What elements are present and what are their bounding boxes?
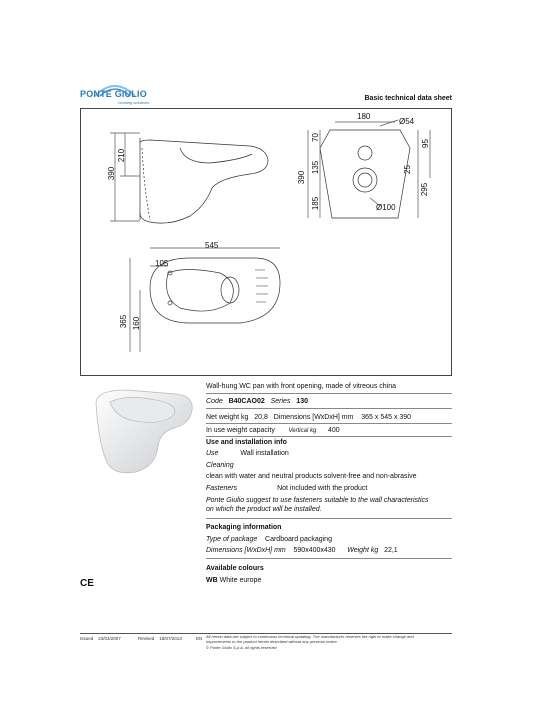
dim-front-95: 95 [420,139,430,148]
dim-front-70: 70 [310,133,320,142]
package-weight-value: 22,1 [384,547,398,554]
net-weight-value: 20,8 [254,414,268,421]
logo-tagline: creating solutions [118,100,150,105]
dimensions-value: 365 x 545 x 390 [361,414,412,421]
product-code-line [206,397,308,406]
side-view-drawing [110,133,268,223]
dim-top-545: 545 [205,241,219,250]
product-weight-line [206,413,411,422]
footer-disclaimer-2: improvements to the product herein described without any previous notice. [206,639,338,644]
package-dims-value: 590x400x430 [293,547,336,554]
use-label: Use [206,450,219,457]
capacity-vertical-value: 400 [327,427,340,434]
fasteners-label: Fasteners [206,485,238,492]
fasteners-line [206,484,367,493]
package-dims-label: Dimensions [WxDxH] mm [206,547,286,554]
colour-name: White europe [219,577,262,584]
dim-front-185: 185 [311,196,321,211]
packaging-heading: Packaging information [206,524,282,531]
dim-front-180: 180 [357,112,371,121]
ce-mark: CE [80,578,94,589]
use-value: Wall installation [240,450,289,457]
dim-front-hole-bottom: Ø100 [376,203,396,212]
package-type-line [206,535,332,544]
dim-side-210: 210 [117,148,127,163]
dim-front-295: 295 [420,182,430,197]
top-view-drawing [130,248,280,352]
code-value: B40CAO02 [228,398,265,405]
technical-drawing-svg [80,108,452,376]
dim-top-160: 160 [132,316,142,331]
fasteners-note-1: Ponte Giulio suggest to use fasteners suitable to the wall characteristics [206,497,429,504]
series-value: 130 [296,398,308,405]
use-heading: Use and installation info [206,439,287,446]
footer-revised [138,636,182,641]
issued-label: Issued [80,636,94,641]
dim-side-390: 390 [107,166,117,181]
brand-logo [80,80,160,110]
net-weight-label: Net weight kg [206,414,249,421]
document-title: Basic technical data sheet [364,95,452,102]
capacity-line [206,426,340,436]
footer-disclaimer-1: All herein data are subject to continuous technical updating. The manufacturer reserves the right to make change and [206,634,414,639]
logo-brand-name: PONTE GIULIO [80,89,147,99]
footer-lang: EN [196,636,203,641]
package-type-label: Type of package [206,536,258,543]
capacity-label: In use weight capacity [206,427,275,434]
fasteners-note-2: on which the product will be installed. [206,506,322,513]
footer-issued [80,636,121,641]
revised-label: Revised [138,636,155,641]
package-type-value: Cardboard packaging [265,536,332,543]
package-dims-line [206,546,398,555]
fasteners-value: Not included with the product [277,485,368,492]
colours-heading: Available colours [206,565,264,572]
product-description: Wall-hung WC pan with front opening, made of vitreous china [206,383,397,390]
dim-front-135: 135 [311,160,321,175]
capacity-vertical-label: Vertical kg [288,428,317,434]
revised-date: 18/07/2013 [159,636,182,641]
dim-front-25: 25 [402,165,412,174]
use-line [206,449,289,458]
footer-copyright: © Ponte Giulio S.p.A. all rights reserved [206,645,277,650]
dim-top-365: 365 [119,314,129,329]
code-label: Code [206,398,223,405]
dim-top-105: 105 [155,259,169,268]
dim-front-390: 390 [297,170,307,185]
cleaning-label: Cleaning [206,462,234,469]
package-weight-label: Weight kg [347,547,379,554]
series-label: Series [270,398,291,405]
colour-code: WB [206,577,218,584]
cleaning-value: clean with water and neutral products solvent-free and non-abrasive [206,473,417,480]
technical-drawing [80,108,452,376]
dimensions-label: Dimensions [WxDxH] mm [273,414,354,421]
dim-front-hole-top: Ø54 [399,117,415,126]
issued-date: 23/03/2007 [98,636,121,641]
colour-item [206,576,261,585]
product-photo [86,380,196,480]
